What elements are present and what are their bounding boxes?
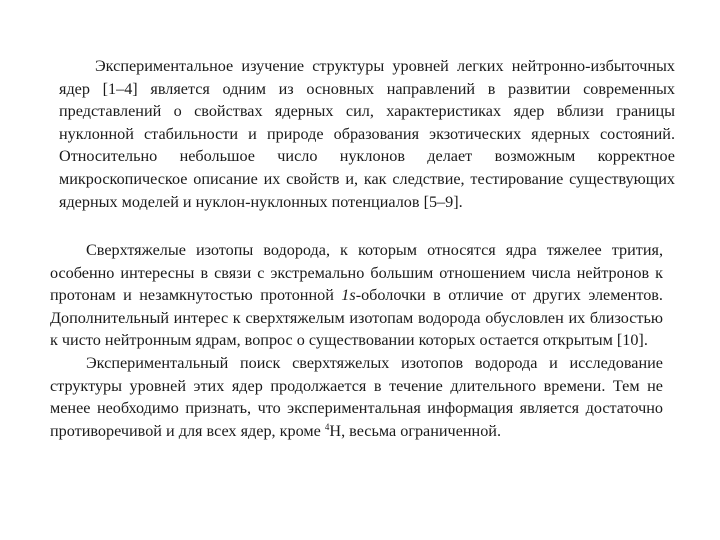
paragraph-text: Экспериментальный поиск сверхтяжелых изотопов водорода и исследование структуры уровней этих ядер продолжается в течение длительного времени. Тем не менее необходимо признать, что экспериментальная информация является достаточно противоречивой и для всех ядер, кроме — [50, 353, 663, 440]
paragraph-superheavy-isotopes — [50, 239, 663, 352]
text-block-lower — [50, 239, 663, 442]
element-symbol: H — [329, 421, 342, 440]
paragraph-intro: Экспериментальное изучение структуры уровней легких нейтронно-избыточных ядер [1–4] является одним из основных направлений в развитии современных представлений о свойствах ядерных сил, характеристиках ядер вблизи границы нуклонной стабильности и природе образования экзотических ядерных состояний. Относительно небольшое число нуклонов делает возможным корректное микроскопическое описание их свойств и, как следствие, тестирование существующих ядерных моделей и нуклон-нуклонных потенциалов [5–9]. — [59, 57, 675, 211]
text-block-upper — [59, 55, 675, 213]
paragraph-text: Сверхтяжелые изотопы водорода, к которым относятся ядра тяжелее трития, особенно интересны в связи с экстремально большим отношением числа нейтронов к протонам и незамкнутостью протонной — [50, 241, 663, 305]
shell-label: 1s — [341, 286, 356, 305]
paragraph-experimental-search — [50, 352, 663, 442]
mass-number: 4 — [324, 421, 330, 432]
paragraph-text: -оболочки в отличие от других элементов. Дополнительный интерес к сверхтяжелым изотопам водорода обусловлен их близостью к чисто нейтронным ядрам, вопрос о существовании которых остается открытым [10]. — [50, 286, 663, 350]
paragraph-text: , весьма ограниченной. — [341, 421, 502, 440]
